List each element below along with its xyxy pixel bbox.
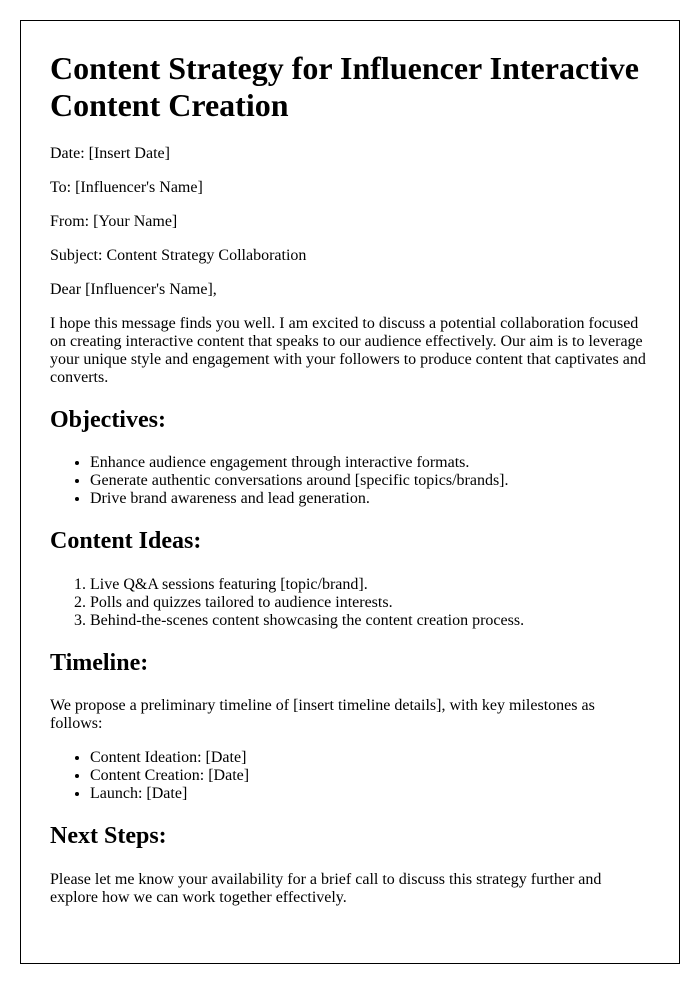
to-line: To: [Influencer's Name] — [50, 178, 203, 196]
from-line: From: [Your Name] — [50, 212, 178, 230]
salutation: Dear [Influencer's Name], — [50, 280, 217, 298]
subject-line: Subject: Content Strategy Collaboration — [50, 246, 307, 264]
list-item: 2. Polls and quizzes tailored to audience interests. — [90, 594, 649, 612]
document-title: Content Strategy for Influencer Interactive Content Creation — [50, 50, 639, 123]
section-heading-content-ideas: Content Ideas: — [50, 528, 202, 555]
list-item: • Content Creation: [Date] — [90, 767, 649, 785]
next-steps-paragraph: Please let me know your availability for a brief call to discuss this strategy further and explore how we can work together effectively. — [50, 870, 602, 906]
section-heading-timeline: Timeline: — [50, 649, 149, 676]
letter-document — [20, 20, 680, 964]
list-item: 1. Live Q&A sessions featuring [topic/brand]. — [90, 576, 649, 594]
objectives-list — [50, 454, 649, 508]
timeline-list — [50, 749, 649, 803]
list-item: 3. Behind-the-scenes content showcasing the content creation process. — [90, 612, 649, 630]
list-item: • Drive brand awareness and lead generation. — [90, 490, 649, 508]
content-ideas-list — [50, 576, 649, 630]
list-item: • Enhance audience engagement through interactive formats. — [90, 454, 649, 472]
list-item: • Launch: [Date] — [90, 785, 649, 803]
list-item: • Generate authentic conversations around [specific topics/brands]. — [90, 472, 649, 490]
intro-paragraph: I hope this message finds you well. I am excited to discuss a potential collaboration focused on creating interactive content that speaks to our audience effectively. Our aim is to leverage your unique style and engagement with your followers to produce content that captivates and converts. — [50, 314, 646, 386]
section-heading-next-steps: Next Steps: — [50, 823, 167, 850]
date-line: Date: [Insert Date] — [50, 144, 170, 162]
list-item: • Content Ideation: [Date] — [90, 749, 649, 767]
section-heading-objectives: Objectives: — [50, 406, 166, 433]
timeline-intro-paragraph: We propose a preliminary timeline of [insert timeline details], with key milestones as follows: — [50, 697, 595, 733]
